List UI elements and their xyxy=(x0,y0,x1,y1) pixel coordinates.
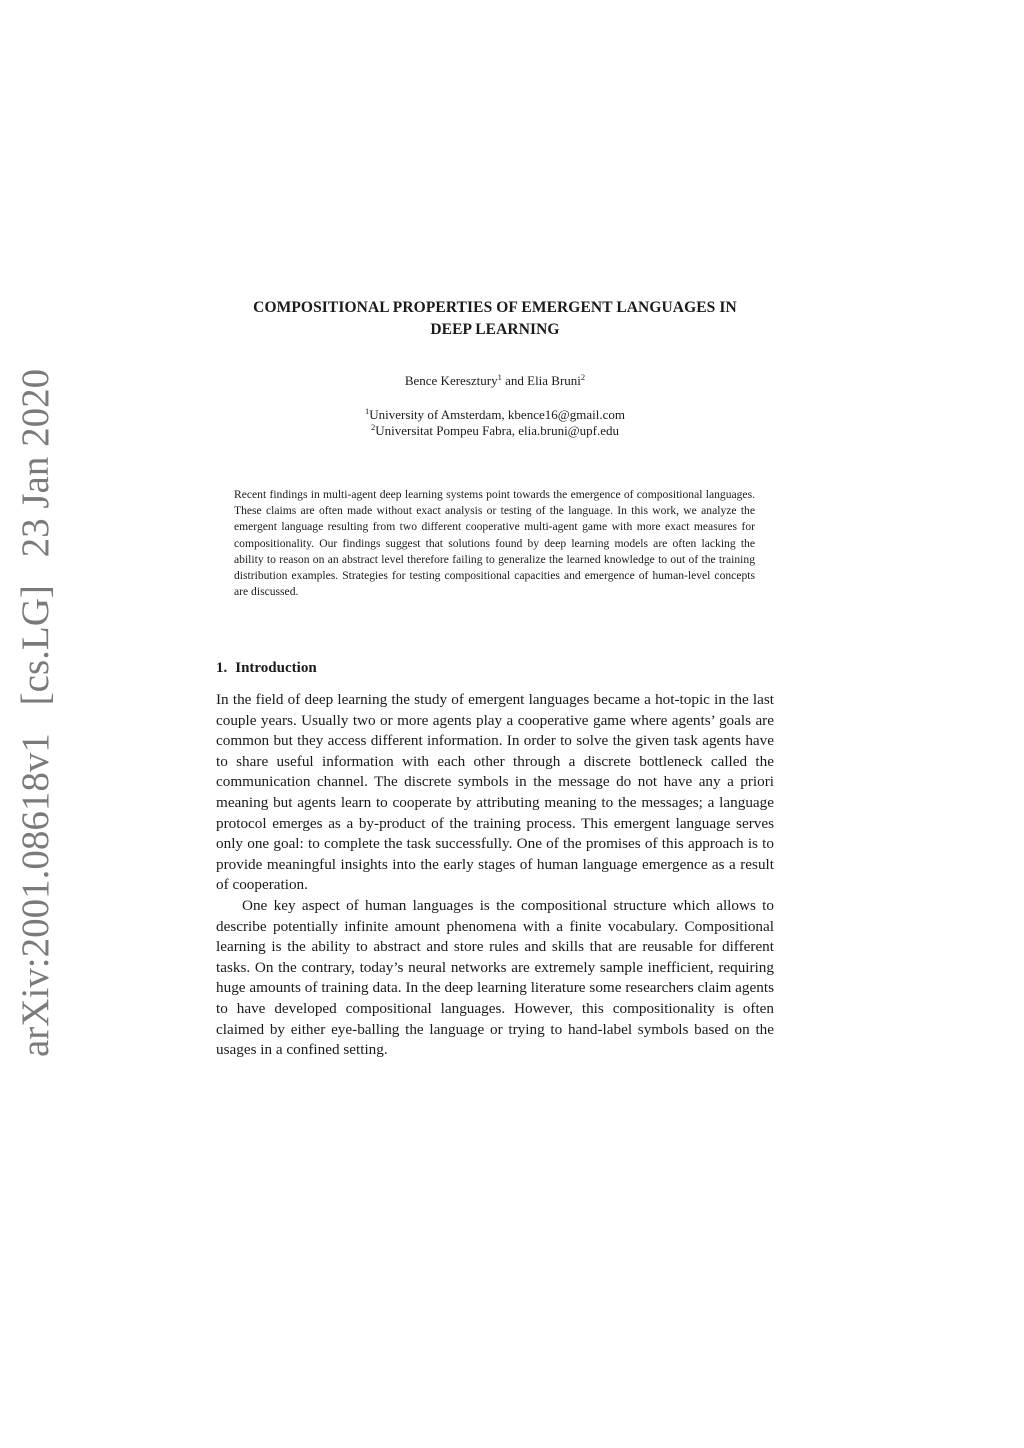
affiliation-line xyxy=(216,407,774,423)
body-paragraph: One key aspect of human languages is the compositional structure which allows to describe potentially infinite amount phenomena with a finite vocabulary. Compositional learning is the ability to abstract and store rules and skills that are reusable for different tasks. On the contrary, today’s neural networks are extremely sample inefficient, requiring huge amounts of training data. In the deep learning literature some researchers claim agents to have developed compositional languages. However, this compositionality is often claimed by either eye-balling the language or trying to hand-label symbols based on the usages in a confined setting. xyxy=(216,896,774,1059)
author-name: Elia Bruni xyxy=(527,373,581,388)
body-paragraph: In the field of deep learning the study of emergent languages became a hot-topic in the last couple years. Usually two or more agents play a cooperative game where agents’ goals are common but they access different information. In order to solve the given task agents have to share useful information with each other through a discrete bottleneck called the communication channel. The discrete symbols in the message do not have any a priori meaning but agents learn to cooperate by attributing meaning to the messages; a language protocol emerges as a by-product of the training process. This emergent language serves only one goal: to complete the task successfully. One of the promises of this approach is to provide meaningful insights into the early stages of human language emergence as a result of cooperation. xyxy=(216,691,774,894)
paper-title-line-1: COMPOSITIONAL PROPERTIES OF EMERGENT LANGUAGES IN xyxy=(253,299,737,316)
paper-title xyxy=(216,297,774,341)
section-body xyxy=(216,690,774,1061)
paper-title-line-2: DEEP LEARNING xyxy=(430,321,560,338)
section-heading xyxy=(216,658,317,678)
abstract: Recent findings in multi-agent deep learning systems point towards the emergence of compositional languages. These claims are often made without exact analysis or testing of the language. In this work, we analyze the emergent language resulting from two different cooperative multi-agent game with more exact measures for compositionality. Our findings suggest that solutions found by deep learning models are often lacking the ability to reason on an abstract level therefore failing to generalize the learned knowledge to out of the training distribution examples. Strategies for testing compositional capacities and emergence of human-level concepts are discussed. xyxy=(234,488,755,599)
author-list xyxy=(216,372,774,390)
affiliation-text: University of Amsterdam, kbence16@gmail.com xyxy=(369,407,625,422)
affiliation-text: Universitat Pompeu Fabra, elia.bruni@upf.edu xyxy=(375,423,619,438)
affiliation-line xyxy=(216,423,774,439)
author-joiner: and xyxy=(505,373,524,388)
author-name: Bence Keresztury xyxy=(404,373,498,388)
arxiv-identifier-stamp xyxy=(4,368,68,1057)
section-title: Introduction xyxy=(235,660,317,676)
affiliation-mark: 1 xyxy=(365,406,370,416)
affiliation-list xyxy=(216,407,774,439)
author-affiliation-mark: 2 xyxy=(580,372,586,382)
section-number: 1. xyxy=(216,660,228,676)
affiliation-mark: 2 xyxy=(371,422,376,432)
arxiv-date: 23 Jan 2020 xyxy=(14,368,57,558)
author-affiliation-mark: 1 xyxy=(497,372,502,382)
arxiv-id: arXiv:2001.08618v1 xyxy=(14,733,57,1057)
arxiv-category: [cs.LG] xyxy=(14,585,57,706)
